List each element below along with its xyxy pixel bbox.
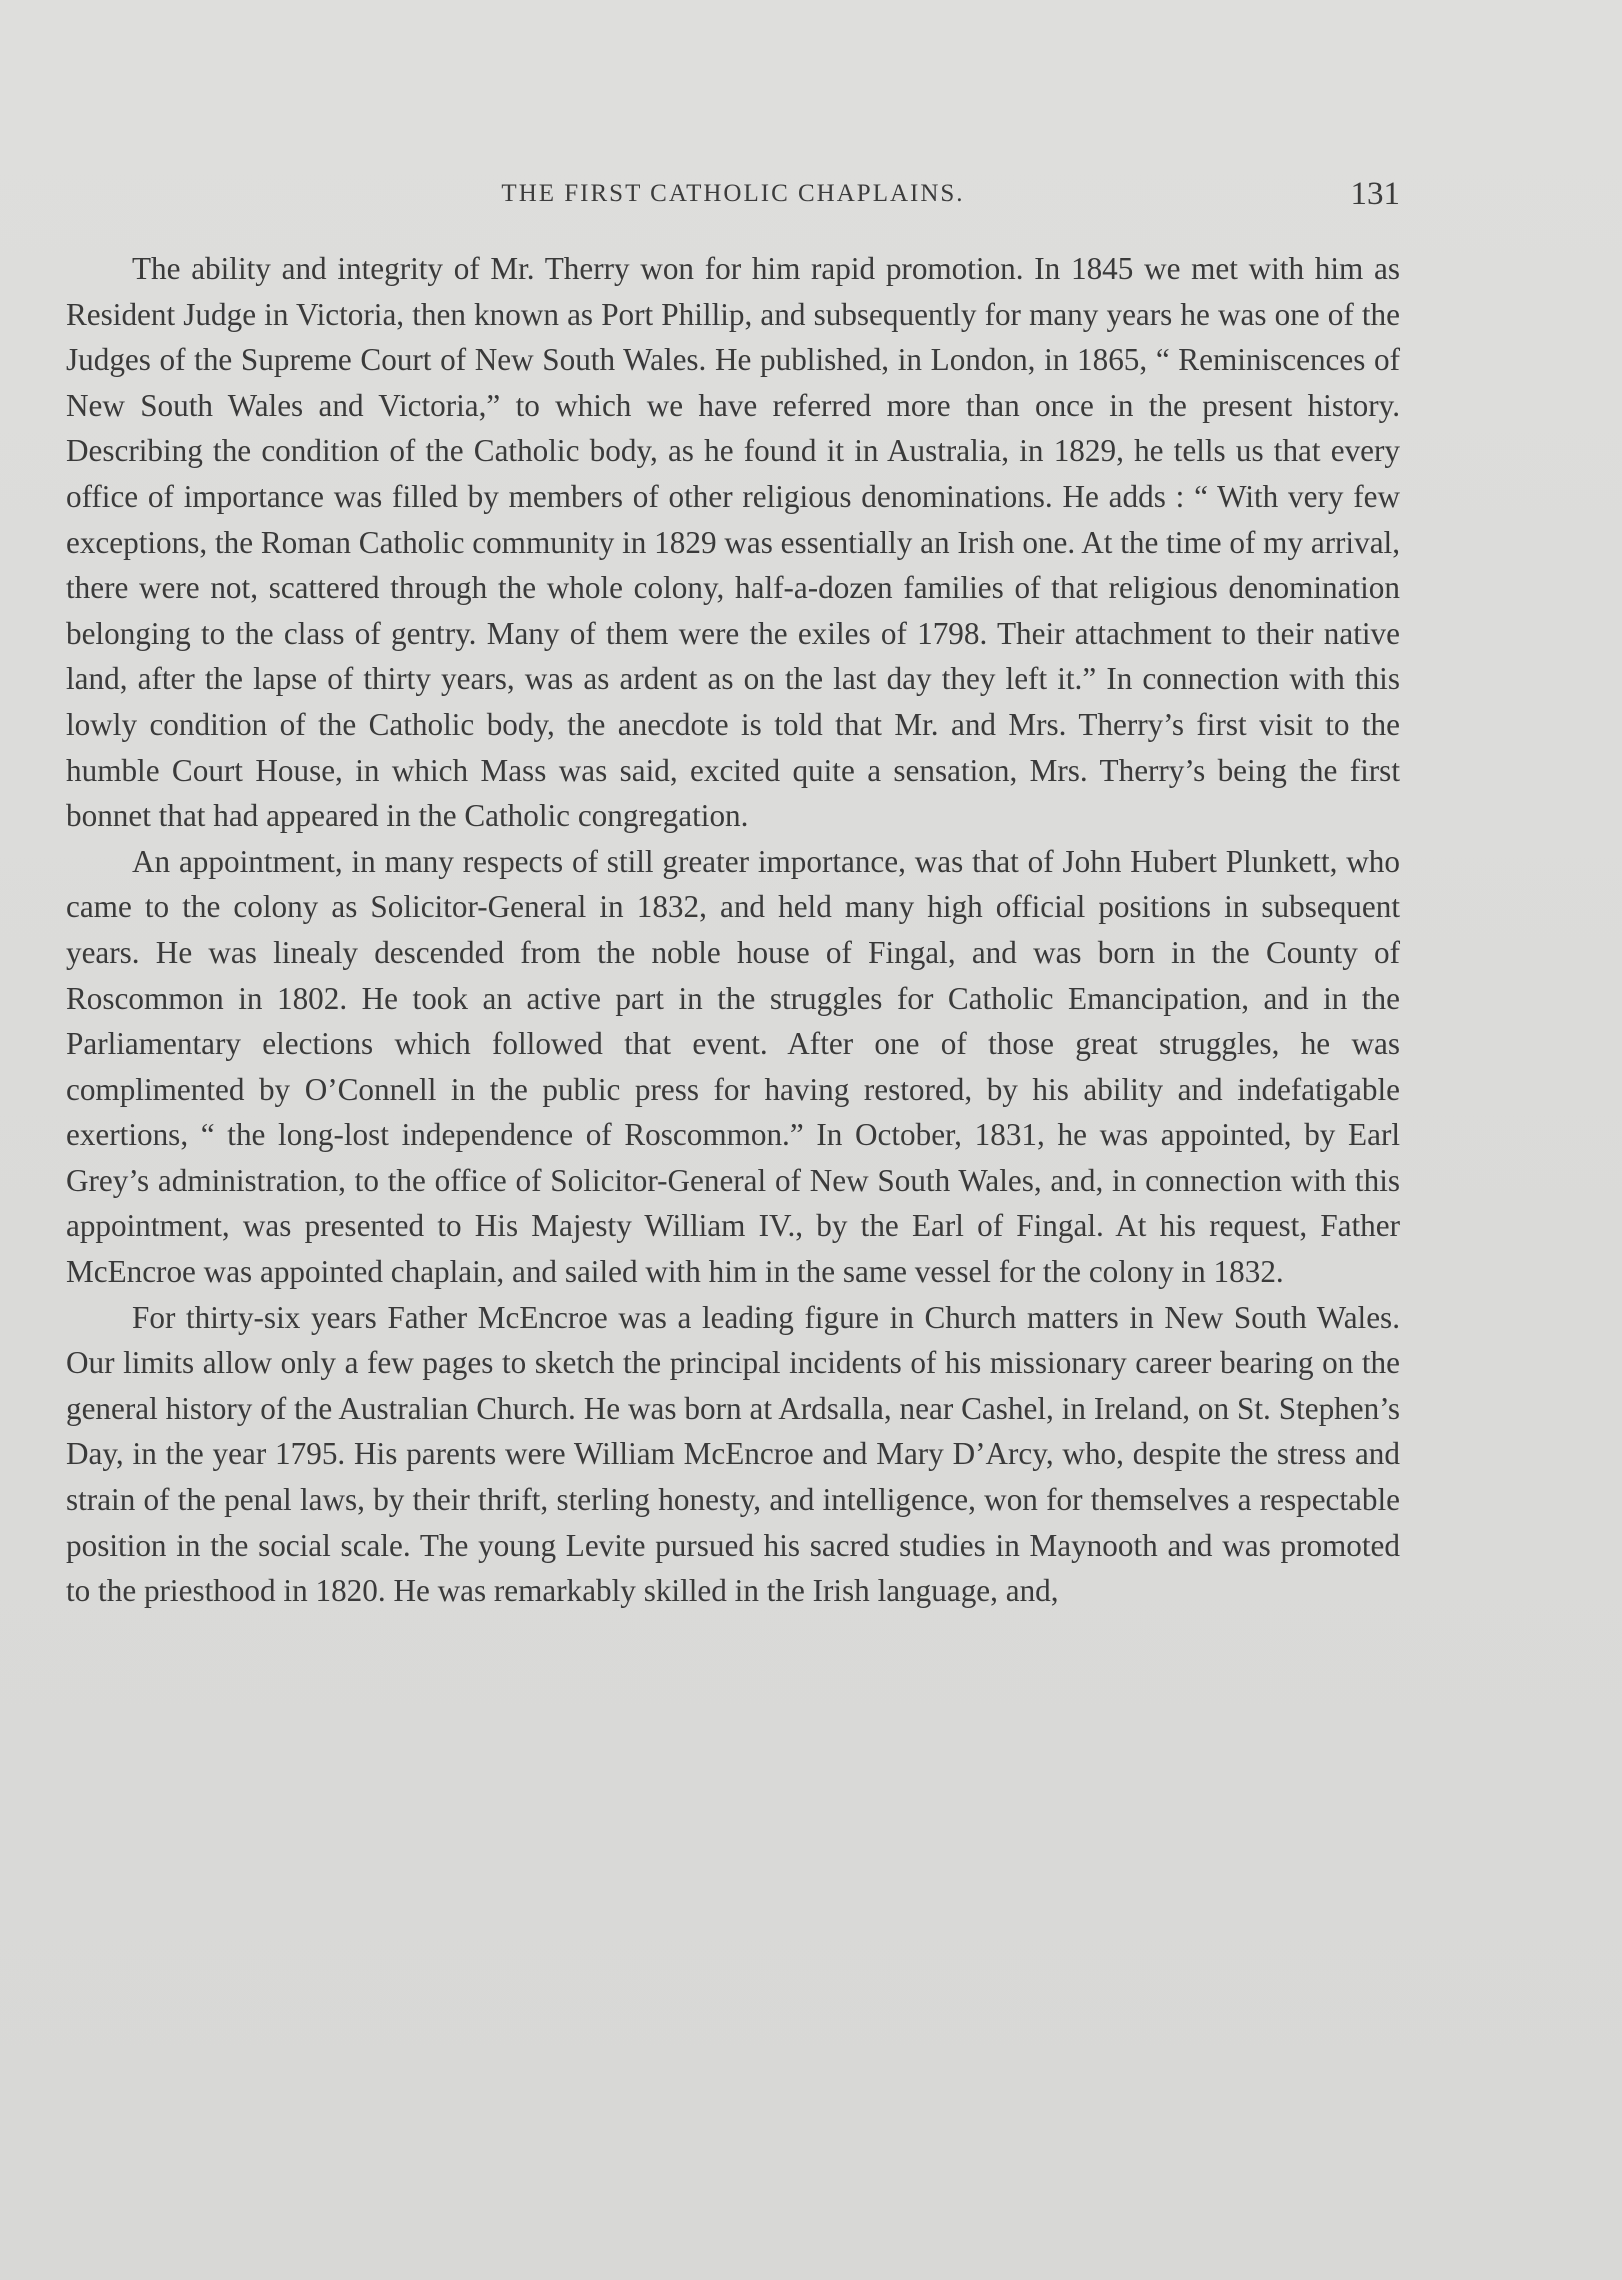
page-number: 131	[1350, 176, 1400, 212]
body-text	[66, 246, 1400, 1614]
paragraph-plunkett: An appointment, in many respects of still greater importance, was that of John Hubert Plunkett, who came to the colony as Solicitor-General in 1832, and held many high official positions in subsequent years. He was linealy descended from the noble house of Fingal, and was born in the County of Roscommon in 1802. He took an active part in the struggles for Catholic Emancipation, and in the Parliamentary elections which followed that event. After one of those great struggles, he was complimented by O’Connell in the public press for having restored, by his ability and indefatigable exertions, “ the long-lost independence of Roscommon.” In October, 1831, he was appointed, by Earl Grey’s administration, to the office of Solicitor-General of New South Wales, and, in connection with this appointment, was presented to His Majesty William IV., by the Earl of Fingal. At his request, Father McEncroe was appointed chaplain, and sailed with him in the same vessel for the colony in 1832.	[66, 843, 1400, 1290]
paragraph-therry: The ability and integrity of Mr. Therry won for him rapid promotion. In 1845 we met with him as Resident Judge in Victoria, then known as Port Phillip, and subsequently for many years he was one of the Judges of the Supreme Court of New South Wales. He published, in London, in 1865, “ Reminiscences of New South Wales and Victoria,” to which we have referred more than once in the present history. Describing the condition of the Catholic body, as he found it in Australia, in 1829, he tells us that every office of importance was filled by members of other religious denominations. He adds : “ With very few exceptions, the Roman Catholic community in 1829 was essentially an Irish one. At the time of my arrival, there were not, scattered through the whole colony, half-a-dozen families of that religious denomination belonging to the class of gentry. Many of them were the exiles of 1798. Their attachment to their native land, after the lapse of thirty years, was as ardent as on the last day they left it.” In connection with this lowly condition of the Catholic body, the anecdote is told that Mr. and Mrs. Therry’s first visit to the humble Court House, in which Mass was said, excited quite a sensation, Mrs. Therry’s being the first bonnet that had appeared in the Catholic congregation.	[66, 251, 1400, 834]
page-header	[66, 176, 1400, 216]
paragraph-mcencroe: For thirty-six years Father McEncroe was a leading figure in Church matters in New South Wales. Our limits allow only a few pages to sketch the principal incidents of his missionary career bearing on the general history of the Australian Church. He was born at Ardsalla, near Cashel, in Ireland, on St. Stephen’s Day, in the year 1795. His parents were William McEncroe and Mary D’Arcy, who, despite the stress and strain of the penal laws, by their thrift, sterling honesty, and intelligence, won for themselves a respectable position in the social scale. The young Levite pursued his sacred studies in Maynooth and was promoted to the priesthood in 1820. He was remarkably skilled in the Irish language, and,	[66, 1299, 1400, 1609]
running-head: THE FIRST CATHOLIC CHAPLAINS.	[501, 180, 965, 207]
